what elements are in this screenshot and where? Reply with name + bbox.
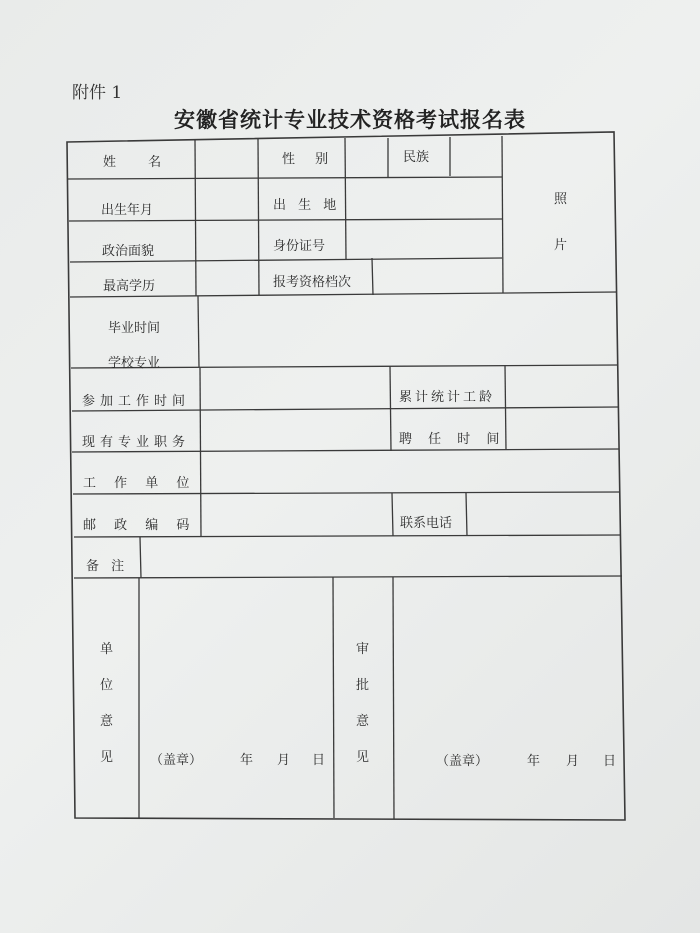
label-stat-years: 累计统计工龄 [399,390,496,405]
label-remarks: 备 注 [86,559,129,574]
input-remarks[interactable] [142,538,620,576]
label-ethnicity: 民族 [403,150,430,165]
label-exam-level: 报考资格档次 [273,275,352,290]
unit-seal: （盖章） [150,753,203,768]
input-gender[interactable] [347,140,387,177]
label-employer: 工 作 单 位 [83,476,197,491]
form-title: 安徽省统计专业技术资格考试报名表 [174,107,526,132]
label-politics: 政治面貌 [102,244,155,259]
input-name[interactable] [197,141,257,178]
unit-month: 月 [277,753,291,768]
label-current-title: 现有专业职务 [82,435,191,450]
approval-seal: （盖章） [436,754,489,769]
input-current-title[interactable] [202,412,389,451]
input-exam-level[interactable] [374,260,501,293]
label-gender: 性 别 [282,152,337,167]
label-name: 姓 名 [103,155,176,170]
input-education[interactable] [197,262,257,295]
unit-day: 日 [312,753,326,768]
input-approval-opinion[interactable] [395,579,623,739]
label-postcode: 邮 政 编 码 [83,518,197,533]
approval-month: 月 [566,754,580,769]
input-stat-years[interactable] [507,367,617,406]
label-id-number: 身份证号 [273,239,326,254]
input-id-number[interactable] [347,221,500,258]
label-unit-opinion: 单 位 意 见 [100,642,114,765]
input-employer[interactable] [202,453,618,493]
input-unit-opinion[interactable] [141,580,332,740]
input-work-start[interactable] [202,369,389,409]
label-birthplace: 出 生 地 [273,198,341,213]
label-phone: 联系电话 [400,516,453,531]
input-birthplace[interactable] [347,179,500,219]
label-work-start: 参加工作时间 [82,394,191,409]
label-photo-top: 照 [554,192,568,207]
label-photo-bottom: 片 [554,238,568,253]
input-graduation-school[interactable] [200,297,616,365]
label-appoint-time: 聘 任 时 间 [399,432,506,447]
label-graduation-time: 毕业时间 [108,321,161,336]
attachment-number: 附件 1 [72,83,123,103]
input-ethnicity[interactable] [452,139,501,176]
input-phone[interactable] [468,494,618,534]
label-education: 最高学历 [103,279,156,294]
photo-box[interactable] [505,138,613,291]
label-school-major: 学校专业 [108,356,161,371]
input-politics[interactable] [197,222,257,260]
unit-year: 年 [240,753,254,768]
approval-day: 日 [603,754,617,769]
input-postcode[interactable] [202,496,390,536]
input-birth[interactable] [197,180,257,220]
label-birth: 出生年月 [101,203,154,218]
approval-year: 年 [527,754,541,769]
label-approval-opinion: 审 批 意 见 [356,642,370,765]
input-appoint-time[interactable] [507,409,617,448]
